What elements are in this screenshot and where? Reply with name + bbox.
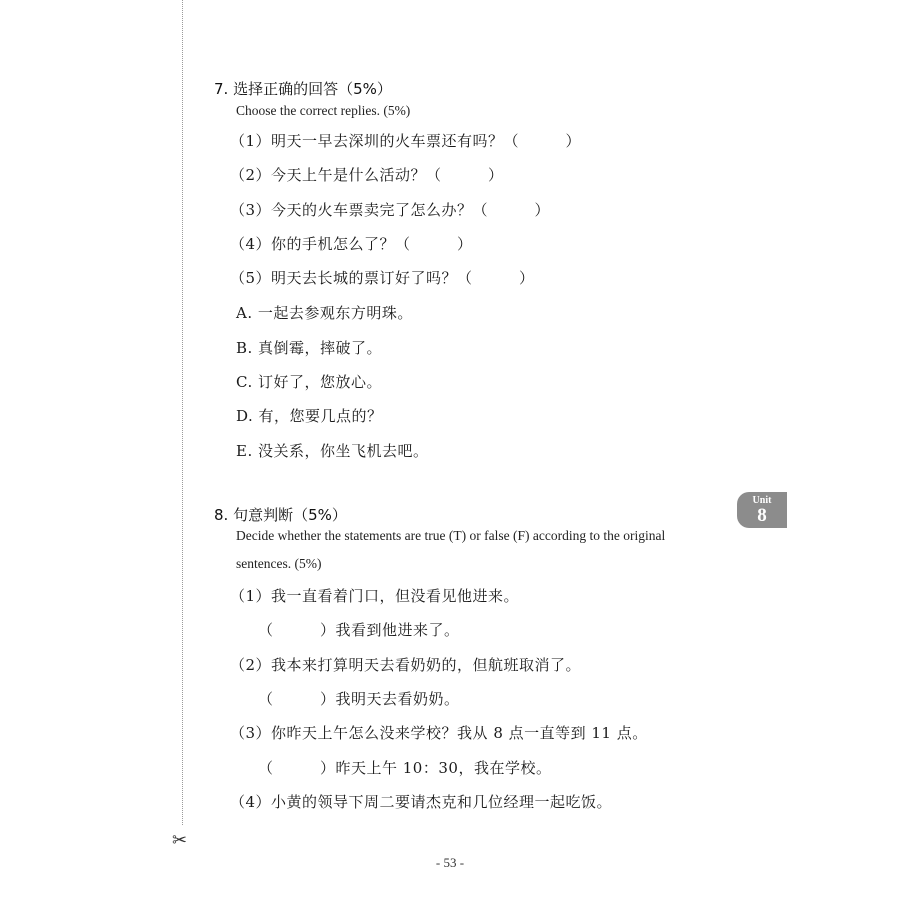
section-7-instruction: Choose the correct replies. (5%) <box>236 103 411 118</box>
section-8-instruction-line-1: Decide whether the statements are true (T) or false (F) according to the original <box>236 528 666 543</box>
cut-line <box>182 0 183 825</box>
judgment-statement-1: （ ）我看到他进来了。 <box>258 621 460 639</box>
page-number: - 53 - <box>435 855 465 870</box>
unit-tab-number: 8 <box>757 505 767 526</box>
unit-tab <box>737 492 787 528</box>
unit-tab-label: Unit <box>752 495 772 506</box>
section-8-heading: 8. 句意判断（5%） <box>214 506 347 524</box>
judgment-sentence-1: （1）我一直看着门口，但没看见他进来。 <box>230 587 520 605</box>
question-5: （5）明天去长城的票订好了吗？（ ） <box>230 269 535 287</box>
section-7-heading: 7. 选择正确的回答（5%） <box>214 80 392 98</box>
question-1: （1）明天一早去深圳的火车票还有吗？（ ） <box>230 132 582 150</box>
judgment-sentence-4: （4）小黄的领导下周二要请杰克和几位经理一起吃饭。 <box>230 793 613 811</box>
scissors-icon: ✂ <box>172 830 188 851</box>
judgment-statement-2: （ ）我明天去看奶奶。 <box>258 690 460 708</box>
section-8-instruction-line-2: sentences. (5%) <box>236 556 322 571</box>
judgment-statement-3: （ ）昨天上午 10：30，我在学校。 <box>258 759 552 777</box>
option-b: B. 真倒霉，摔破了。 <box>236 339 383 357</box>
option-c: C. 订好了，您放心。 <box>236 373 382 391</box>
option-d: D. 有，您要几点的？ <box>236 407 383 425</box>
option-e: E. 没关系，你坐飞机去吧。 <box>236 442 429 460</box>
judgment-sentence-3: （3）你昨天上午怎么没来学校？我从 8 点一直等到 11 点。 <box>230 724 648 742</box>
question-3: （3）今天的火车票卖完了怎么办？（ ） <box>230 201 551 219</box>
judgment-sentence-2: （2）我本来打算明天去看奶奶的，但航班取消了。 <box>230 656 582 674</box>
question-2: （2）今天上午是什么活动？（ ） <box>230 166 504 184</box>
option-a: A. 一起去参观东方明珠。 <box>236 304 413 322</box>
question-4: （4）你的手机怎么了？（ ） <box>230 235 473 253</box>
